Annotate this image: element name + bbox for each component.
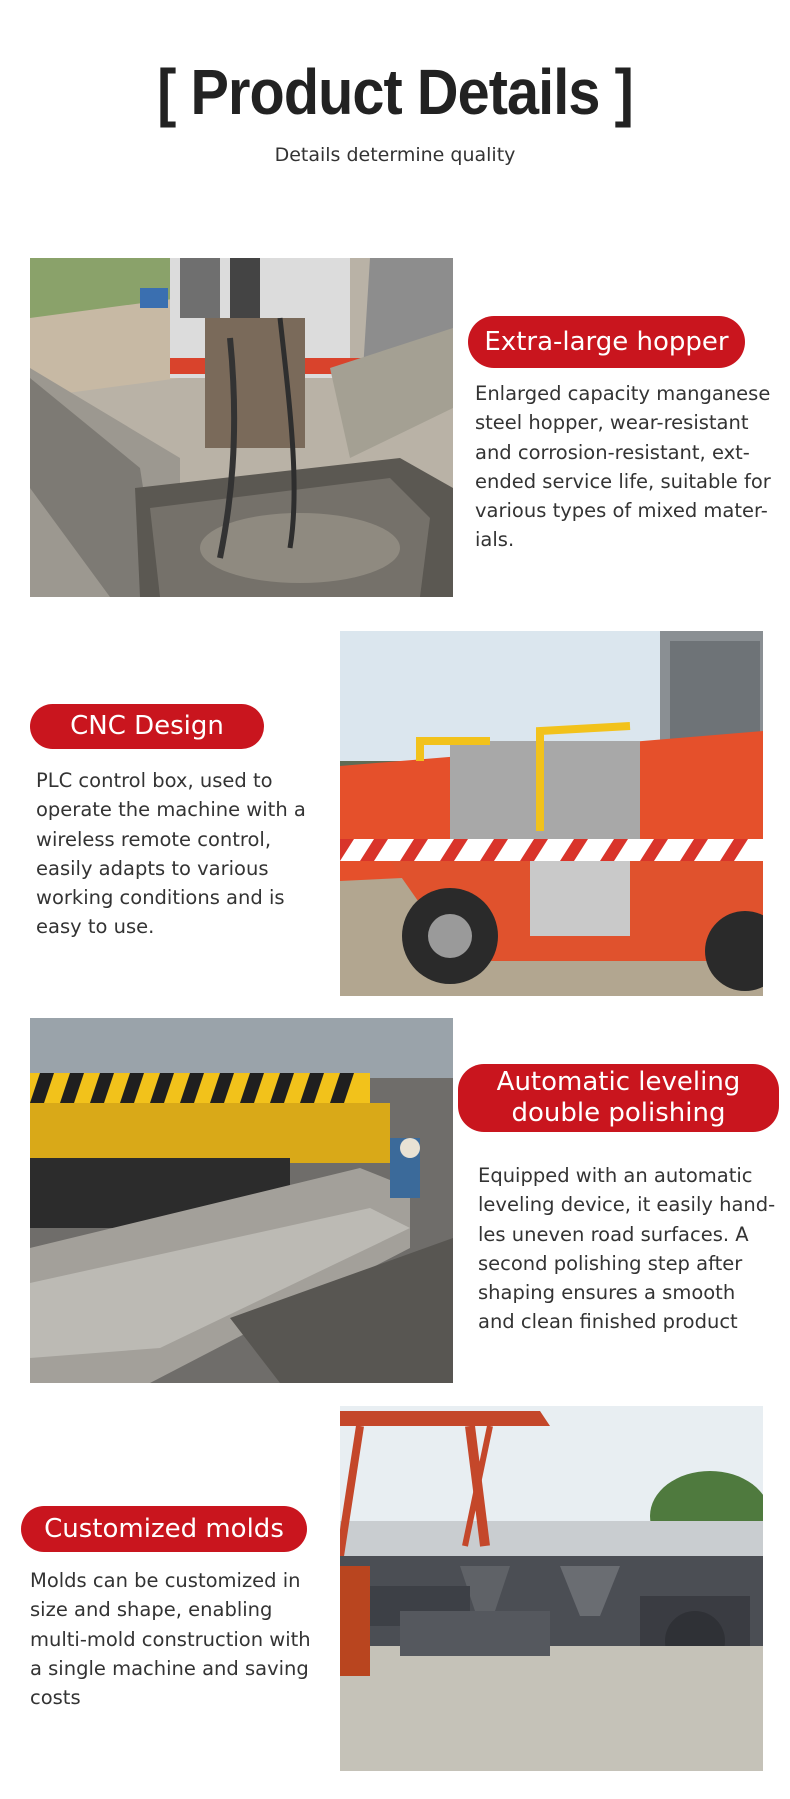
page-subtitle: Details determine quality	[274, 144, 516, 166]
feature-description: Enlarged capacity manganese steel hopper, wear-resistant and corrosion-resistant, ext-ended service life, suitable for various types of mixed mater-ials.	[475, 382, 771, 552]
feature-title-pill: Extra-large hopper	[468, 316, 745, 368]
feature-description: Molds can be customized in size and shape, enabling multi-mold construction with a single machine and saving costs	[30, 1569, 311, 1710]
feature-description: PLC control box, used to operate the machine with a wireless remote control, easily adapts to various working conditions and is easy to use.	[36, 769, 306, 939]
feature-title-pill: CNC Design	[30, 704, 264, 749]
feature-description: Equipped with an automatic leveling device, it easily hand-les uneven road surfaces. A second polishing step after shaping ensures a smooth and clean finished product	[478, 1164, 776, 1334]
curb-paver-photo	[30, 1018, 453, 1383]
molds-yard-photo	[340, 1406, 763, 1771]
orange-machine-photo	[340, 631, 763, 996]
concrete-hopper-photo	[30, 258, 453, 597]
feature-title-pill: Automatic leveling double polishing	[458, 1064, 779, 1132]
page-title: [ Product Details ]	[157, 56, 633, 128]
feature-title-pill: Customized molds	[21, 1506, 307, 1552]
